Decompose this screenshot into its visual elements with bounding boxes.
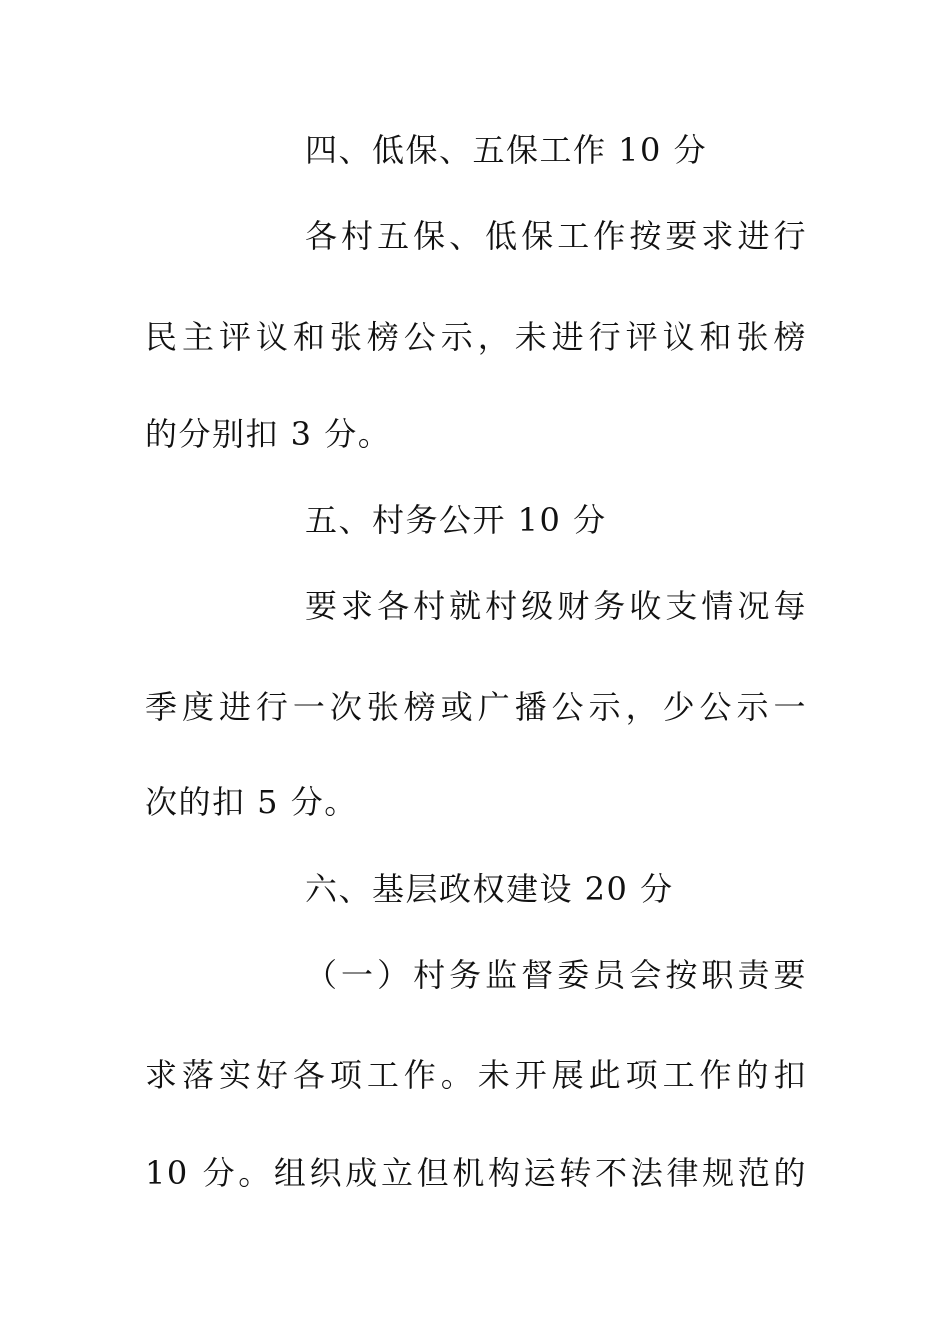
section-heading-five: 五、村务公开 10 分 bbox=[305, 501, 607, 539]
paragraph-line: 各村五保、低保工作按要求进行 bbox=[305, 217, 807, 255]
section-heading-six: 六、基层政权建设 20 分 bbox=[305, 870, 674, 908]
paragraph-line: 的分别扣 3 分。 bbox=[145, 415, 392, 453]
paragraph-line: （一）村务监督委员会按职责要 bbox=[305, 956, 807, 994]
paragraph-line: 次的扣 5 分。 bbox=[145, 783, 358, 821]
paragraph-line: 要求各村就村级财务收支情况每 bbox=[305, 587, 807, 625]
paragraph-line: 10 分。组织成立但机构运转不法律规范的 bbox=[145, 1154, 807, 1192]
paragraph-line: 民主评议和张榜公示，未进行评议和张榜 bbox=[145, 318, 807, 356]
paragraph-line: 求落实好各项工作。未开展此项工作的扣 bbox=[145, 1056, 807, 1094]
section-heading-four: 四、低保、五保工作 10 分 bbox=[305, 131, 708, 169]
paragraph-line: 季度进行一次张榜或广播公示，少公示一 bbox=[145, 688, 807, 726]
